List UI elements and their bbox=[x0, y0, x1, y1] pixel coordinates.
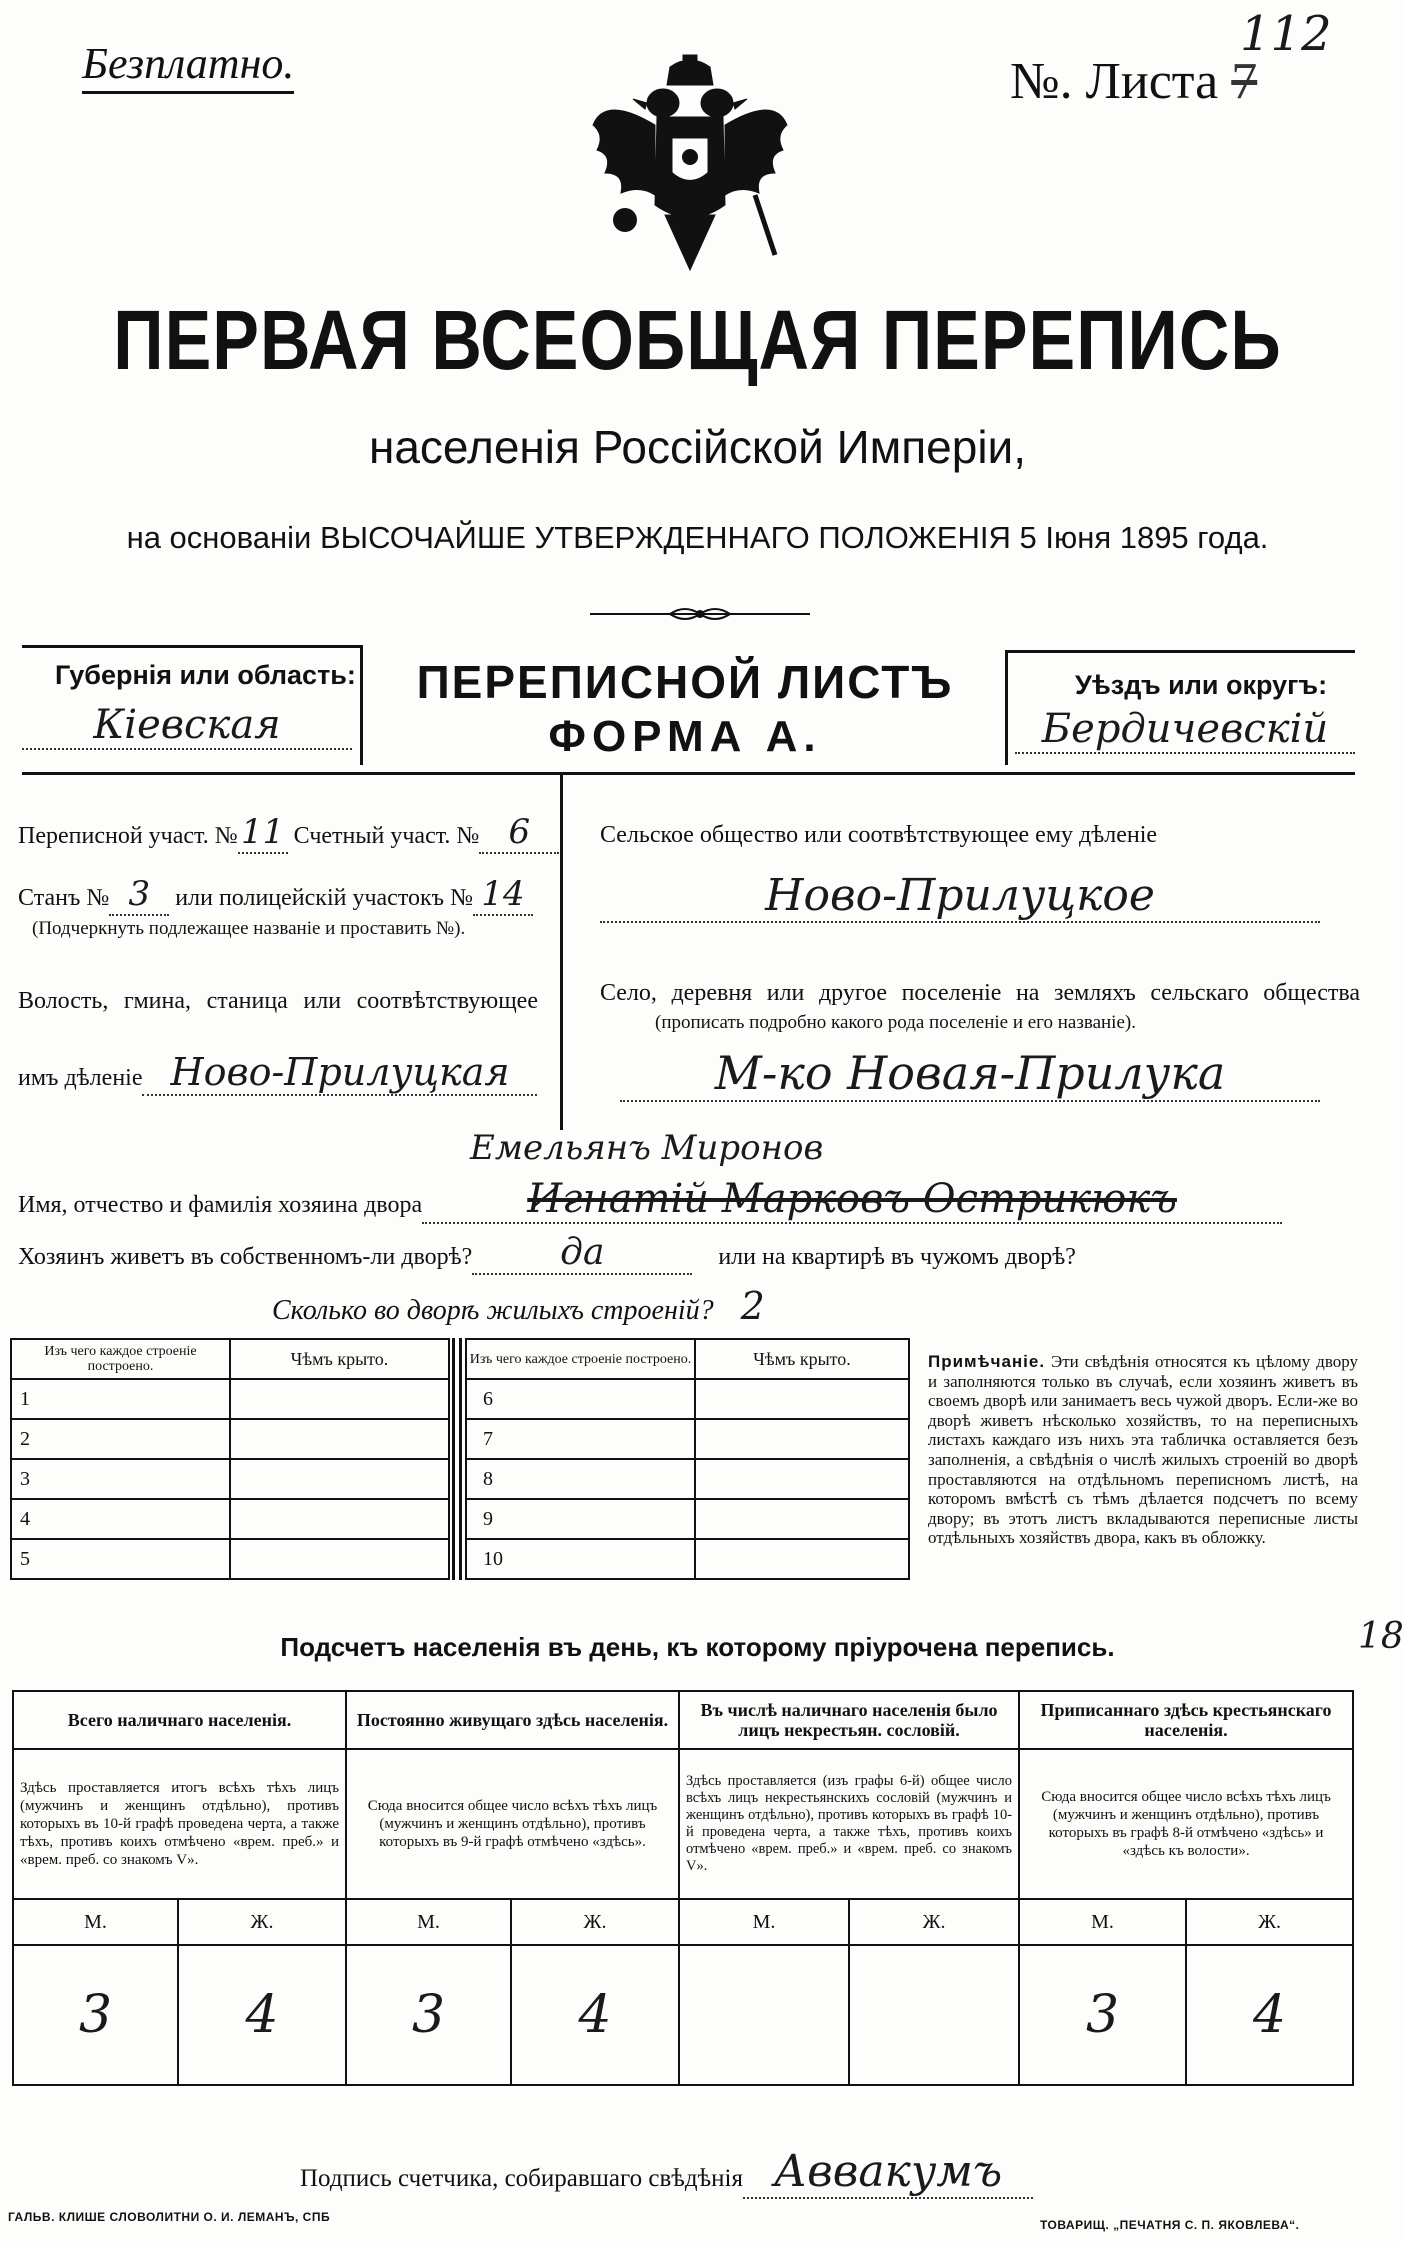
stan-value: 3 bbox=[109, 874, 169, 916]
gubernia-label: Губернія или область: bbox=[55, 660, 356, 690]
buildings-label: Сколько во дворѣ жилыхъ строеній? bbox=[272, 1295, 714, 1326]
ornament-divider bbox=[590, 604, 810, 624]
col-built-header: Изъ чего каждое строеніе построено. bbox=[466, 1339, 695, 1379]
count-col-1-title: Всего наличнаго населенія. bbox=[13, 1691, 346, 1749]
count-col-1-zh-value: 4 bbox=[178, 1945, 346, 2085]
count-col-1-m-label: М. bbox=[13, 1899, 178, 1945]
uchast-value: 11 bbox=[238, 812, 288, 854]
owner-name-correction: Емельянъ Миронов bbox=[470, 1128, 824, 1168]
count-col-4-title: Приписаннаго здѣсь крестьянскаго населенія. bbox=[1019, 1691, 1353, 1749]
owner-or-label: или на квартирѣ въ чужомъ дворѣ? bbox=[718, 1244, 1076, 1270]
society-value: Ново-Прилуцкое bbox=[600, 870, 1320, 923]
count-col-2-desc: Сюда вносится общее число всѣхъ тѣхъ лицъ (мужчинъ и женщинъ отдѣльно), противъ которыхъ въ 9-й графѣ отмѣчено «здѣсь». bbox=[346, 1749, 679, 1899]
village-label: Село, деревня или другое поселеніе на земляхъ сельскаго общества bbox=[600, 980, 1360, 1006]
count-col-3-m-label: М. bbox=[679, 1899, 849, 1945]
signature-label: Подпись счетчика, собиравшаго свѣдѣнія bbox=[300, 2165, 743, 2192]
count-col-3-desc: Здѣсь проставляется (изъ графы 6-й) общее число всѣхъ лицъ некрестьянскихъ сословій (мужчинъ и женщинъ отдѣльно), противъ которыхъ въ графѣ 10-й проведена черта, а также тѣхъ, противъ коихъ отмѣчено «врем. преб.» и «врем. преб. со знакомъ V». bbox=[679, 1749, 1019, 1899]
building-row-num: 9 bbox=[466, 1499, 695, 1539]
schet-value: 6 bbox=[479, 812, 559, 854]
owner-name-row bbox=[18, 1176, 1282, 1224]
count-col-1-m-value: 3 bbox=[13, 1945, 178, 2085]
count-col-4-zh-label: Ж. bbox=[1186, 1899, 1353, 1945]
count-col-4-desc: Сюда вносится общее число всѣхъ тѣхъ лицъ (мужчинъ и женщинъ отдѣльно), противъ которыхъ въ графѣ 8-й отмѣчено «здѣсь» и «здѣсь къ волости». bbox=[1019, 1749, 1353, 1899]
stan-label: Станъ № bbox=[18, 885, 110, 911]
village-value: М-ко Новая-Прилука bbox=[620, 1046, 1320, 1102]
building-row-num: 3 bbox=[11, 1459, 230, 1499]
volost-label-1: Волость, гмина, станица или соотвѣтствующее bbox=[18, 988, 538, 1014]
sheet-number-struck: 7 bbox=[1231, 53, 1258, 110]
uchast-row bbox=[18, 812, 559, 854]
count-col-2-zh-label: Ж. bbox=[511, 1899, 679, 1945]
form-title: ПЕРЕПИСНОЙ ЛИСТЪ bbox=[416, 656, 954, 708]
building-row-num: 4 bbox=[11, 1499, 230, 1539]
sheet-label: №. Листа bbox=[1010, 53, 1219, 110]
underline-note: (Подчеркнуть подлежащее названіе и проставить №). bbox=[32, 918, 466, 939]
signature-row bbox=[300, 2146, 1033, 2199]
printer-right: ТОВАРИЩ. „ПЕЧАТНЯ С. П. ЯКОВЛЕВА“. bbox=[1040, 2218, 1300, 2232]
basis-line: на основаніи ВЫСОЧАЙШЕ УТВЕРЖДЕННАГО ПОЛОЖЕНІЯ 5 Іюня 1895 года. bbox=[126, 520, 1269, 555]
village-note: (прописать подробно какого рода поселеніе и его названіе). bbox=[655, 1012, 1136, 1033]
gubernia-value: Кіевская bbox=[22, 702, 352, 750]
police-label: или полицейскій участокъ № bbox=[175, 885, 473, 911]
society-label: Сельское общество или соотвѣтствующее ему дѣленіе bbox=[600, 822, 1158, 848]
form-subtitle: ФОРМА А. bbox=[548, 712, 822, 761]
sheet-number-handwritten: 112 bbox=[1240, 6, 1332, 62]
building-row-num: 1 bbox=[11, 1379, 230, 1419]
owner-name-label: Имя, отчество и фамилія хозяина двора bbox=[18, 1192, 423, 1218]
remark-heading: Примѣчаніе. bbox=[928, 1352, 1046, 1371]
schet-label: Счетный участ. № bbox=[293, 823, 480, 849]
building-row-num: 7 bbox=[466, 1419, 695, 1459]
count-col-2-title: Постоянно живущаго здѣсь населенія. bbox=[346, 1691, 679, 1749]
remark-text: Эти свѣдѣнія относятся къ цѣлому двору и заполняются только въ случаѣ, если хозяинъ живетъ въ своемъ дворѣ или занимаетъ весь чужой дворъ. Если-же во дворѣ живетъ нѣсколько хозяйствъ, то на переписныхъ листахъ каждаго изъ нихъ эта табличка оставляется безъ заполненія, а свѣдѣнія о числѣ жилыхъ строеній во дворѣ проставляются на отдѣльномъ переписномъ листѣ, на которомъ вмѣстѣ съ тѣмъ дѣлается подсчетъ по всему двору; въ этотъ листъ вкладываются переписные листы отдѣльныхъ хозяйствъ двора, какъ въ обложку. bbox=[928, 1352, 1358, 1548]
building-row-num: 8 bbox=[466, 1459, 695, 1499]
count-col-2-m-label: М. bbox=[346, 1899, 511, 1945]
margin-mark: 18 bbox=[1358, 1616, 1404, 1657]
owner-name-value: Игнатій Марковъ Острикюкъ bbox=[422, 1176, 1282, 1224]
main-title: ПЕРВАЯ ВСЕОБЩАЯ ПЕРЕПИСЬ bbox=[113, 293, 1282, 387]
volost-value: Ново-Прилуцкая bbox=[142, 1050, 537, 1096]
uezd-label: Уѣздъ или округъ: bbox=[1075, 670, 1328, 700]
uchast-label: Переписной участ. № bbox=[18, 823, 238, 849]
volost-row bbox=[18, 1050, 537, 1096]
buildings-table-right bbox=[465, 1338, 910, 1580]
printer-left: ГАЛЬВ. КЛИШЕ СЛОВОЛИТНИ О. И. ЛЕМАНЪ, СПБ bbox=[8, 2210, 331, 2224]
owner-lives-row bbox=[18, 1232, 1076, 1275]
stan-row bbox=[18, 874, 533, 916]
buildings-table-left bbox=[10, 1338, 450, 1580]
col-built-header: Изъ чего каждое строеніе построено. bbox=[11, 1339, 230, 1379]
count-col-3-zh-value bbox=[849, 1945, 1019, 2085]
count-heading: Подсчетъ населенія въ день, къ которому пріурочена перепись. bbox=[280, 1632, 1115, 1662]
count-col-2-m-value: 3 bbox=[346, 1945, 511, 2085]
col-roof-header: Чѣмъ крыто. bbox=[695, 1339, 909, 1379]
uezd-value: Бердичевскій bbox=[1015, 706, 1355, 754]
building-row-num: 2 bbox=[11, 1419, 230, 1459]
count-col-1-desc: Здѣсь проставляется итогъ всѣхъ тѣхъ лицъ (мужчинъ и женщинъ отдѣльно), противъ которыхъ въ 10-й графѣ проведена черта, а также тѣхъ, противъ коихъ отмѣчено «врем. преб.» и «врем. преб. со знакомъ V». bbox=[13, 1749, 346, 1899]
building-row-num: 10 bbox=[466, 1539, 695, 1579]
buildings-value: 2 bbox=[740, 1284, 765, 1328]
police-value: 14 bbox=[473, 874, 533, 916]
count-col-3-title: Въ числѣ наличнаго населенія было лицъ некрестьян. сословій. bbox=[679, 1691, 1019, 1749]
free-label: Безплатно. bbox=[82, 38, 294, 94]
building-row-num: 5 bbox=[11, 1539, 230, 1579]
imperial-eagle-emblem bbox=[585, 55, 795, 280]
count-col-4-m-value: 3 bbox=[1019, 1945, 1186, 2085]
count-col-4-m-label: М. bbox=[1019, 1899, 1186, 1945]
count-col-3-zh-label: Ж. bbox=[849, 1899, 1019, 1945]
count-col-3-m-value bbox=[679, 1945, 849, 2085]
col-roof-header: Чѣмъ крыто. bbox=[230, 1339, 449, 1379]
buildings-row bbox=[272, 1284, 765, 1328]
signature-value: Аввакумъ bbox=[743, 2146, 1033, 2199]
owner-lives-label: Хозяинъ живетъ въ собственномъ-ли дворѣ? bbox=[18, 1244, 473, 1270]
remark bbox=[928, 1352, 1358, 1548]
volost-label-2: имъ дѣленіе bbox=[18, 1065, 143, 1091]
count-col-1-zh-label: Ж. bbox=[178, 1899, 346, 1945]
subtitle: населенія Россійской Имперіи, bbox=[368, 421, 1027, 473]
owner-lives-value: да bbox=[472, 1232, 692, 1275]
count-col-4-zh-value: 4 bbox=[1186, 1945, 1353, 2085]
count-table bbox=[12, 1690, 1354, 2086]
building-row-num: 6 bbox=[466, 1379, 695, 1419]
count-col-2-zh-value: 4 bbox=[511, 1945, 679, 2085]
